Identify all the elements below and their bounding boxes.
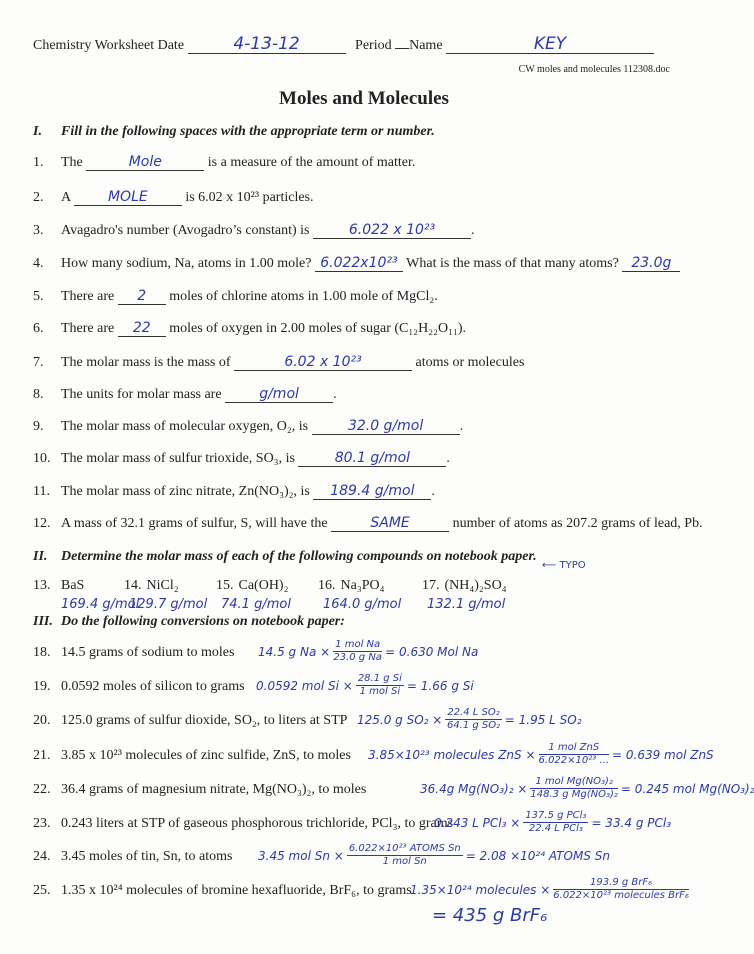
section-number: II.	[33, 549, 48, 564]
question-number: 4.	[33, 256, 44, 271]
handwritten-answer: 2	[137, 288, 147, 304]
compound-number: 13.	[33, 578, 51, 593]
page-title: Moles and Molecules	[279, 88, 449, 109]
question-row	[33, 484, 435, 500]
conversion-number: 18.	[33, 645, 51, 660]
work-text: 1.35×10²⁴ molecules ×	[410, 882, 551, 897]
handwritten-answer: 6.022x10²³	[320, 255, 398, 271]
handwritten-answer: 6.022 x 10²³	[348, 222, 436, 238]
handwritten-work	[258, 639, 478, 664]
conversion-row	[33, 645, 234, 661]
question-row	[33, 223, 475, 239]
handwritten-work	[410, 877, 692, 902]
fraction-denominator: 148.3 g Mg(NO₃)₂	[530, 789, 618, 800]
fraction	[530, 776, 617, 801]
question-number: 12.	[33, 516, 51, 531]
compound-item	[422, 578, 507, 594]
fraction-numerator: 1 mol ZnS	[539, 742, 609, 755]
question-row	[33, 419, 463, 435]
section-2-heading	[33, 549, 537, 565]
handwritten-answer: 80.1 g/mol	[334, 450, 411, 466]
conversion-number: 21.	[33, 748, 51, 763]
name-field	[446, 34, 654, 54]
question-text: The molar mass of molecular oxygen, O₂, is	[61, 419, 312, 434]
question-number: 1.	[33, 155, 44, 170]
answer-blank	[312, 419, 460, 435]
compound-formula: BaS	[61, 578, 85, 593]
work-text: = 1.66 g Si	[406, 678, 474, 693]
conversion-prompt: 14.5 grams of sodium to moles	[61, 645, 235, 660]
question-row	[33, 451, 450, 467]
question-text: .	[333, 387, 337, 402]
fraction-numerator: 1 mol Na	[335, 639, 381, 650]
fraction	[539, 742, 609, 767]
conversion-prompt: 1.35 x 10²⁴ molecules of bromine hexafluoride, BrF₆, to grams	[61, 883, 412, 898]
section-heading-text: Fill in the following spaces with the appropriate term or number.	[61, 124, 435, 139]
section-number: I.	[33, 124, 42, 139]
conversion-row	[33, 883, 412, 899]
fraction-numerator: 137.5 g PCl₃	[525, 810, 587, 821]
section-heading-text: Do the following conversions on notebook paper:	[61, 614, 345, 629]
answer-blank	[74, 190, 182, 206]
handwritten-work	[420, 776, 754, 801]
conversion-number: 20.	[33, 713, 51, 728]
answer-blank	[118, 289, 166, 305]
handwritten-answer: 23.0g	[631, 255, 672, 271]
name-value: KEY	[533, 34, 567, 54]
question-text: .	[459, 419, 464, 434]
question-text: There are	[61, 321, 118, 336]
conversion-row	[33, 679, 245, 695]
question-text: A	[61, 190, 74, 205]
question-text: How many sodium, Na, atoms in 1.00 mole?	[61, 256, 315, 271]
section-1-heading	[33, 124, 435, 140]
question-text: .	[471, 223, 475, 238]
question-number: 9.	[33, 419, 44, 434]
compound-number: 14.	[124, 578, 142, 593]
handwritten-work	[258, 843, 610, 868]
question-row	[33, 190, 314, 206]
compound-answer: 74.1 g/mol	[221, 597, 291, 612]
fraction-denominator: 1 mol Sn	[382, 856, 427, 867]
handwritten-work	[434, 810, 671, 835]
compound-answer: 132.1 g/mol	[427, 597, 506, 612]
handwritten-work	[357, 707, 582, 732]
answer-blank	[313, 223, 471, 239]
work-text: = 1.95 L SO₂	[504, 712, 582, 727]
question-number: 6.	[33, 321, 44, 336]
handwritten-work	[368, 742, 714, 767]
typo-note: ⟵ TYPO	[542, 560, 586, 571]
conversion-row	[33, 816, 453, 832]
question-row	[33, 321, 466, 337]
question-text: moles of oxygen in 2.00 moles of sugar (C₁₂H₂₂O₁₁).	[165, 321, 467, 336]
conversion-prompt: 36.4 grams of magnesium nitrate, Mg(NO₃)₂, to moles	[61, 782, 367, 797]
conversion-number: 24.	[33, 849, 51, 864]
handwritten-answer: 22	[132, 320, 151, 336]
work-text: = 0.245 mol Mg(NO₃)₂	[620, 781, 754, 796]
period-label: Period	[355, 38, 392, 53]
answer-blank	[298, 451, 446, 467]
question-text: is a measure of the amount of matter.	[204, 155, 416, 170]
handwritten-answer: 6.02 x 10²³	[284, 354, 362, 370]
answer-blank	[118, 321, 166, 337]
question-number: 2.	[33, 190, 44, 205]
fraction-numerator: 1 mol Mg(NO₃)₂	[530, 776, 617, 789]
compound-item	[124, 578, 179, 594]
fraction-denominator: 6.022×10²³ molecules BrF₆	[553, 890, 689, 901]
work-text: = 0.639 mol ZnS	[612, 747, 714, 762]
work-text: 36.4g Mg(NO₃)₂ ×	[420, 781, 528, 796]
compound-formula: NiCl₂	[146, 578, 179, 593]
question-text: number of atoms as 207.2 grams of lead, Pb.	[449, 516, 703, 531]
section-number: III.	[33, 614, 53, 629]
compound-item	[318, 578, 384, 594]
conversion-number: 23.	[33, 816, 51, 831]
conversion-row	[33, 713, 347, 729]
conversion-number: 19.	[33, 679, 51, 694]
question-text: The molar mass of sulfur trioxide, SO₃, is	[61, 451, 299, 466]
question-text: is 6.02 x 10²³ particles.	[181, 190, 314, 205]
fraction-numerator: 193.9 g BrF₆	[553, 877, 689, 890]
compound-answer: 169.4 g/mol	[61, 597, 140, 612]
fraction-denominator: 1 mol Si	[359, 686, 401, 697]
fraction-numerator: 6.022×10²³ ATOMS Sn	[348, 843, 461, 854]
question-text: There are	[61, 289, 118, 304]
conversion-number: 22.	[33, 782, 51, 797]
compound-answer: 129.7 g/mol	[129, 597, 208, 612]
work-text: 3.85×10²³ molecules ZnS ×	[368, 747, 536, 762]
question-row	[33, 289, 438, 305]
compound-item	[216, 578, 288, 594]
compound-formula: (NH₄)₂SO₄	[444, 578, 507, 593]
question-row	[33, 387, 337, 403]
fraction-denominator: 6.022×10²³ ...	[538, 755, 609, 766]
document-reference: CW moles and molecules 112308.doc	[518, 64, 670, 75]
date-value: 4-13-12	[233, 34, 300, 54]
conversion-number: 25.	[33, 883, 51, 898]
question-row	[33, 256, 680, 272]
work-text: = 33.4 g PCl₃	[591, 815, 672, 830]
question-number: 11.	[33, 484, 50, 499]
fraction-denominator: 64.1 g SO₂	[446, 720, 501, 731]
worksheet-header	[33, 34, 654, 54]
answer-blank	[315, 256, 403, 272]
answer-blank	[225, 387, 333, 403]
answer-blank	[313, 484, 431, 500]
question-text: moles of chlorine atoms in 1.00 mole of MgCl₂.	[165, 289, 438, 304]
fraction	[347, 843, 463, 868]
question-text: A mass of 32.1 grams of sulfur, S, will have the	[61, 516, 332, 531]
handwritten-answer: MOLE	[107, 189, 148, 205]
question-number: 3.	[33, 223, 44, 238]
conversion-prompt: 3.45 moles of tin, Sn, to atoms	[61, 849, 233, 864]
compound-formula: Ca(OH)₂	[238, 578, 289, 593]
question-text: .	[446, 451, 450, 466]
question-text: .	[431, 484, 435, 499]
handwritten-answer: 189.4 g/mol	[330, 483, 415, 499]
work-text: = 2.08 ×10²⁴ ATOMS Sn	[465, 848, 610, 863]
question-text: atoms or molecules	[412, 355, 525, 370]
conversion-row	[33, 849, 233, 865]
compound-number: 15.	[216, 578, 234, 593]
handwritten-answer: g/mol	[259, 386, 299, 402]
question-number: 7.	[33, 355, 44, 370]
fraction-denominator: 23.0 g Na	[333, 652, 382, 663]
conversion-prompt: 0.243 liters at STP of gaseous phosphorous trichloride, PCl₃, to grams	[61, 816, 454, 831]
question-row	[33, 355, 524, 371]
handwritten-answer: 32.0 g/mol	[347, 418, 424, 434]
fraction	[445, 707, 501, 732]
question-row	[33, 155, 415, 171]
work-text: 0.243 L PCl₃ ×	[434, 815, 521, 830]
compound-item	[33, 578, 84, 594]
period-field	[395, 48, 409, 49]
handwritten-answer: SAME	[370, 515, 410, 531]
final-answer: = 435 g BrF₆	[432, 905, 548, 926]
handwritten-answer: Mole	[128, 154, 162, 170]
question-text: The molar mass is the mass of	[61, 355, 235, 370]
compound-number: 16.	[318, 578, 336, 593]
fraction	[333, 639, 382, 664]
conversion-prompt: 3.85 x 10²³ molecules of zinc sulfide, ZnS, to moles	[61, 748, 351, 763]
question-number: 8.	[33, 387, 44, 402]
answer-blank	[234, 355, 412, 371]
work-text: = 0.630 Mol Na	[385, 644, 479, 659]
answer-blank	[86, 155, 204, 171]
fraction-numerator: 28.1 g Si	[357, 673, 402, 684]
handwritten-work	[256, 673, 474, 698]
compound-formula: Na₃PO₄	[340, 578, 385, 593]
section-3-heading	[33, 614, 345, 630]
question-text: What is the mass of that many atoms?	[402, 256, 623, 271]
fraction-numerator: 22.4 L SO₂	[447, 707, 500, 718]
question-number: 10.	[33, 451, 51, 466]
work-text: 3.45 mol Sn ×	[258, 848, 344, 863]
fraction	[356, 673, 404, 698]
question-number: 5.	[33, 289, 44, 304]
worksheet-label: Chemistry Worksheet	[33, 38, 155, 53]
work-text: 0.0592 mol Si ×	[256, 678, 353, 693]
compound-answer: 164.0 g/mol	[323, 597, 402, 612]
question-text: The units for molar mass are	[61, 387, 226, 402]
date-field	[188, 34, 346, 54]
answer-blank	[622, 256, 680, 272]
conversion-prompt: 125.0 grams of sulfur dioxide, SO₂, to liters at STP	[61, 713, 348, 728]
typo-note-text: TYPO	[559, 560, 586, 571]
work-text: 125.0 g SO₂ ×	[357, 712, 443, 727]
date-label: Date	[157, 38, 185, 53]
question-text: Avagadro's number (Avogadro’s constant) is	[61, 223, 313, 238]
answer-blank	[331, 516, 449, 532]
name-label: Name	[409, 38, 443, 53]
question-row	[33, 516, 703, 532]
compound-number: 17.	[422, 578, 440, 593]
fraction	[553, 877, 689, 902]
fraction	[523, 810, 588, 835]
question-text: The molar mass of zinc nitrate, Zn(NO₃)₂, is	[61, 484, 314, 499]
conversion-row	[33, 782, 366, 798]
section-heading-text: Determine the molar mass of each of the following compounds on notebook paper.	[61, 549, 537, 564]
work-text: 14.5 g Na ×	[258, 644, 331, 659]
fraction-denominator: 22.4 L PCl₃	[528, 823, 583, 834]
question-text: The	[61, 155, 87, 170]
conversion-prompt: 0.0592 moles of silicon to grams	[61, 679, 245, 694]
conversion-row	[33, 748, 351, 764]
